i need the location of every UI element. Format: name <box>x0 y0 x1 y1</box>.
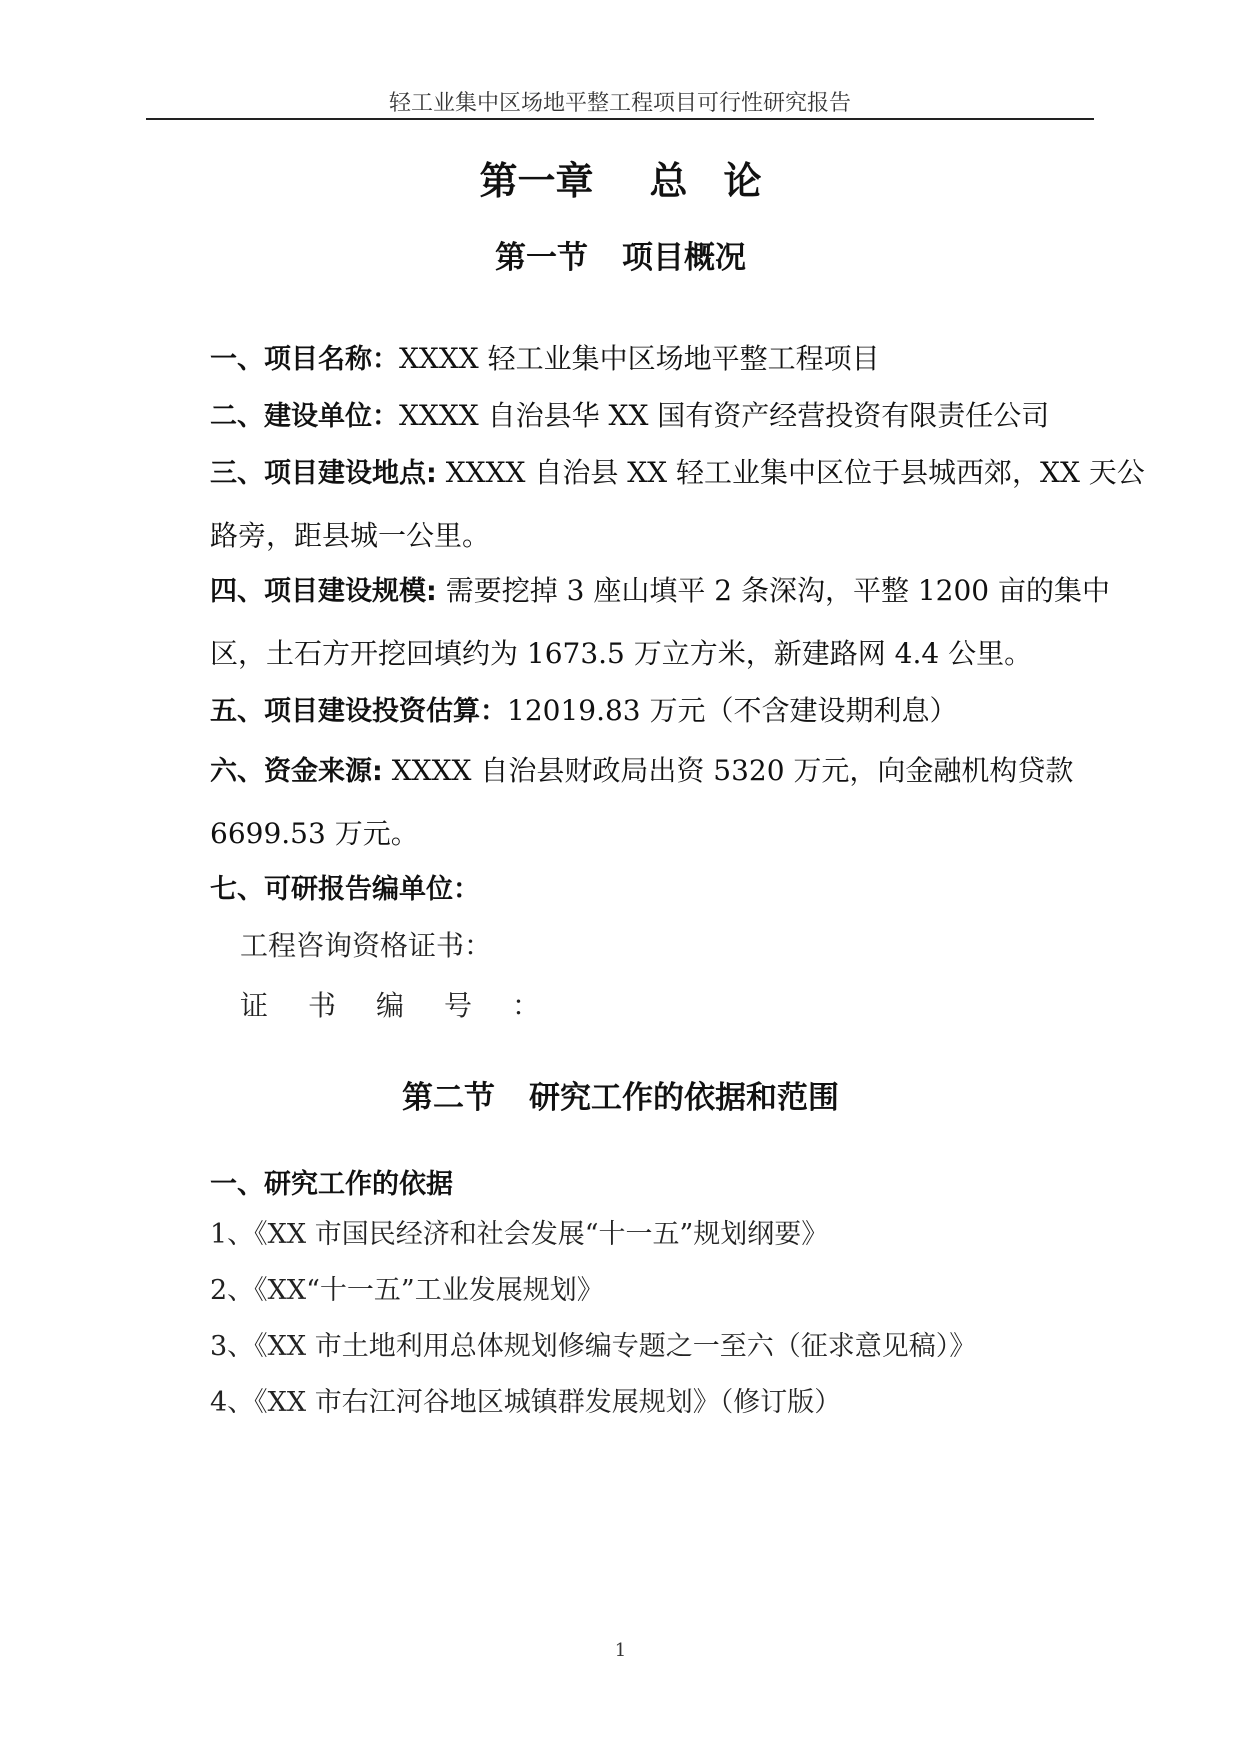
section-name: 项目概况 <box>622 240 746 276</box>
item-text: XXXX 自治县财政局出资 5320 万元，向金融机构贷款 6699.53 万元。 <box>210 754 1074 850</box>
item-location <box>152 442 1150 567</box>
item-label: 五、项目建设投资估算： <box>210 696 507 727</box>
item-builder <box>152 385 1150 448</box>
item-label: 六、资金来源: <box>210 756 383 787</box>
item-text: XXXX 自治县华 XX 国有资产经营投资有限责任公司 <box>399 399 1050 432</box>
running-header: 轻工业集中区场地平整工程项目可行性研究报告 <box>388 91 851 116</box>
certificate-number-colon: ： <box>512 989 541 1022</box>
certificate-qualification: 工程咨询资格证书： <box>240 929 493 962</box>
chapter-name: 总论 <box>649 159 798 203</box>
section-number: 第二节 <box>402 1080 495 1116</box>
item-label: 三、项目建设地点: <box>210 458 437 489</box>
header-rule <box>146 118 1094 120</box>
item-scale <box>152 560 1150 685</box>
section-name: 研究工作的依据和范围 <box>529 1080 839 1116</box>
item-label: 一、项目名称： <box>210 344 399 375</box>
page-number: 1 <box>614 1640 627 1661</box>
section-title-overview <box>0 232 1241 277</box>
reference-item: 4、《XX 市右江河谷地区城镇群发展规划》（修订版） <box>210 1387 842 1418</box>
item-investment <box>152 680 1150 743</box>
reference-item: 2、《XX“十一五”工业发展规划》 <box>210 1275 604 1306</box>
item-text: XXXX 自治县 XX 轻工业集中区位于县城西郊，XX 天公路旁，距县城一公里。 <box>210 456 1145 552</box>
certificate-number <box>240 975 540 1037</box>
item-text: XXXX 轻工业集中区场地平整工程项目 <box>399 342 880 375</box>
item-text: 12019.83 万元（不含建设期利息） <box>507 694 958 727</box>
reference-item: 1、《XX 市国民经济和社会发展“十一五”规划纲要》 <box>210 1219 829 1250</box>
certificate-number-label: 证书编号 <box>240 989 513 1022</box>
item-funding <box>152 740 1150 865</box>
item-text: 需要挖掉 3 座山填平 2 条深沟，平整 1200 亩的集中区，土石方开挖回填约为 1673.5 万立方米，新建路网 4.4 公里。 <box>210 574 1111 670</box>
item-label: 二、建设单位： <box>210 401 399 432</box>
item-report-unit <box>152 858 1150 921</box>
section-title-basis <box>0 1072 1241 1117</box>
reference-item: 3、《XX 市土地利用总体规划修编专题之一至六（征求意见稿）》 <box>210 1331 977 1362</box>
chapter-number: 第一章 <box>479 159 594 203</box>
item-project-name <box>152 328 1150 391</box>
basis-subheading: 一、研究工作的依据 <box>210 1169 453 1200</box>
item-label: 七、可研报告编单位： <box>210 874 480 905</box>
chapter-title <box>0 150 1241 205</box>
section-number: 第一节 <box>495 240 588 276</box>
item-label: 四、项目建设规模: <box>210 576 437 607</box>
